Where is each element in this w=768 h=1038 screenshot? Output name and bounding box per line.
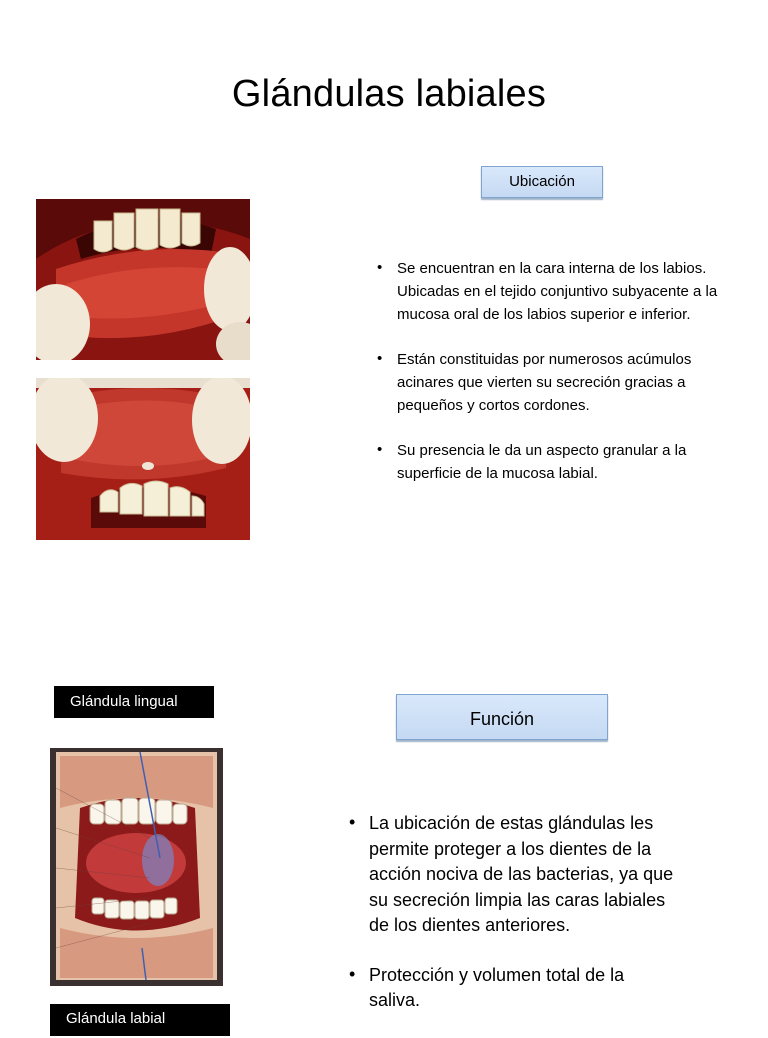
funcion-bullet-list: [345, 811, 675, 1038]
ubicacion-heading: Ubicación: [481, 166, 603, 198]
lower-lip-mucosa-photo: [36, 199, 250, 360]
funcion-bullet: • Protección y volumen total de la saliva.: [345, 963, 675, 1014]
upper-lip-mucosa-photo: [36, 378, 250, 540]
ubicacion-bullet-list: [373, 257, 718, 507]
glandula-labial-label: Glándula labial: [50, 1004, 230, 1036]
ubicacion-bullet: • Su presencia le da un aspecto granular a la superficie de la mucosa labial.: [373, 439, 718, 485]
funcion-bullet: • La ubicación de estas glándulas les permite proteger a los dientes de la acción nociva de las bacterias, ya que su secreción limpia las caras labiales de los dientes anteriores.: [345, 811, 675, 939]
ubicacion-bullet: • Se encuentran en la cara interna de los labios. Ubicadas en el tejido conjuntivo subyacente a la mucosa oral de los labios superior e inferior.: [373, 257, 718, 326]
glandula-lingual-label: Glándula lingual: [54, 686, 214, 718]
page-title: Glándulas labiales: [231, 73, 547, 116]
oral-cavity-illustration: [50, 748, 223, 986]
ubicacion-bullet: • Están constituidas por numerosos acúmulos acinares que vierten su secreción gracias a pequeños y cortos cordones.: [373, 348, 718, 417]
funcion-heading: Función: [396, 694, 608, 740]
